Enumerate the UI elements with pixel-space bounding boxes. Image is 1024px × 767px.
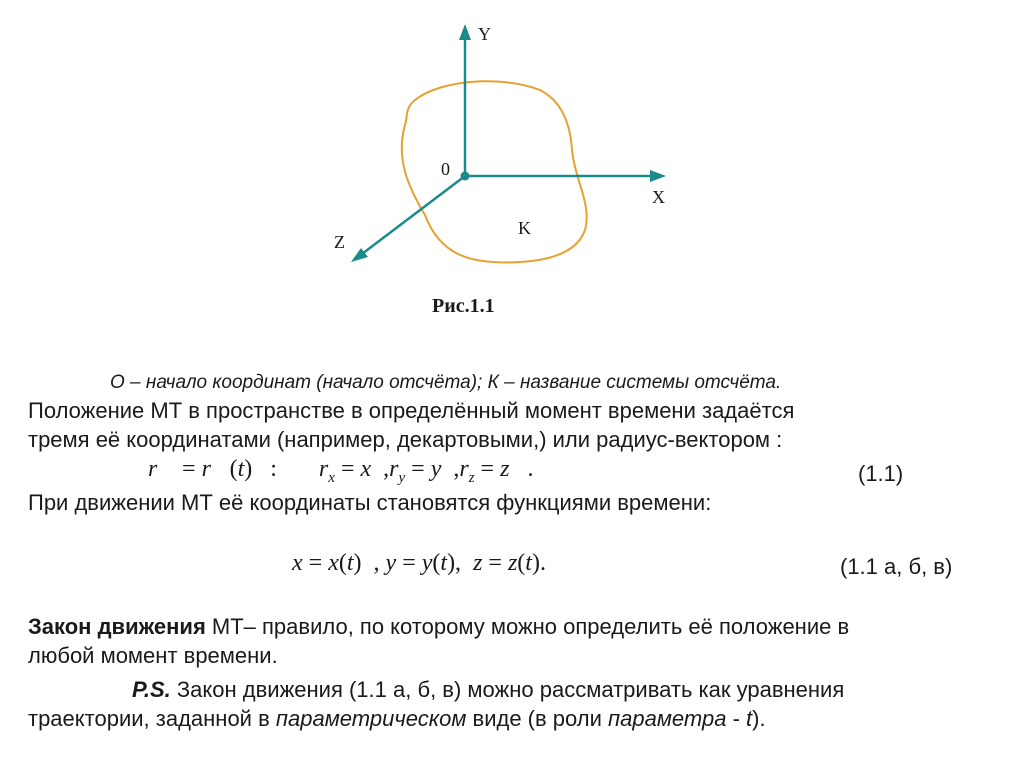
reference-frame-contour xyxy=(402,81,587,262)
y-axis-arrow xyxy=(459,24,471,40)
figure-legend: О – начало координат (начало отсчёта); К – название системы отсчёта. xyxy=(110,372,782,393)
x-axis-arrow xyxy=(650,170,666,182)
figure-caption: Рис.1.1 xyxy=(432,295,495,317)
equation-1-1-number: (1.1) xyxy=(858,461,904,486)
ps-term-t: t xyxy=(746,706,753,731)
equation-1-1: r⃗ = r⃗(t) : $r_x = x$ $,r_y = y$ $,r_z = z$ . xyxy=(148,456,534,486)
x-axis-label: X xyxy=(652,187,665,207)
ps-text: Закон движения (1.1 а, б, в) можно рассматривать как уравнения xyxy=(170,677,845,702)
law-of-motion-text: МТ– правило, по которому можно определить её положение в xyxy=(205,614,850,639)
equation-1-1-abv: x = x(t) , y = y(t), z = z(t). xyxy=(292,550,546,576)
ps-line1 xyxy=(132,677,844,703)
equation-1-1-abv-number: (1.1 а, б, в) xyxy=(840,554,953,579)
coordinate-system-figure xyxy=(0,0,1024,340)
origin-label: 0 xyxy=(441,159,450,179)
ps-term-parameter: параметра xyxy=(608,706,727,731)
paragraph-position-line1: Положение МТ в пространстве в определённый момент времени задаётся xyxy=(28,398,795,423)
ps-line2-part-d: ). xyxy=(752,706,766,731)
ps-line2-part-c: - xyxy=(726,706,747,731)
ps-line2-part-a: траектории, заданной в xyxy=(28,706,276,731)
law-of-motion-line2: любой момент времени. xyxy=(28,643,278,668)
ps-label: P.S. xyxy=(132,677,171,702)
law-of-motion-term: Закон движения xyxy=(28,614,206,639)
ps-line2-part-b: виде (в роли xyxy=(466,706,609,731)
paragraph-functions: При движении МТ её координаты становятся функциями времени: xyxy=(28,490,712,515)
paragraph-position-line2: тремя её координатами (например, декартовыми,) или радиус-вектором : xyxy=(28,427,783,452)
ps-term-parametric: параметрическом xyxy=(275,706,467,731)
ps-line2 xyxy=(28,706,766,732)
y-axis-label: Y xyxy=(478,24,491,44)
origin-point xyxy=(461,172,470,181)
z-axis-label: Z xyxy=(334,232,345,252)
law-of-motion-line1 xyxy=(28,614,849,640)
system-label: K xyxy=(518,218,531,238)
